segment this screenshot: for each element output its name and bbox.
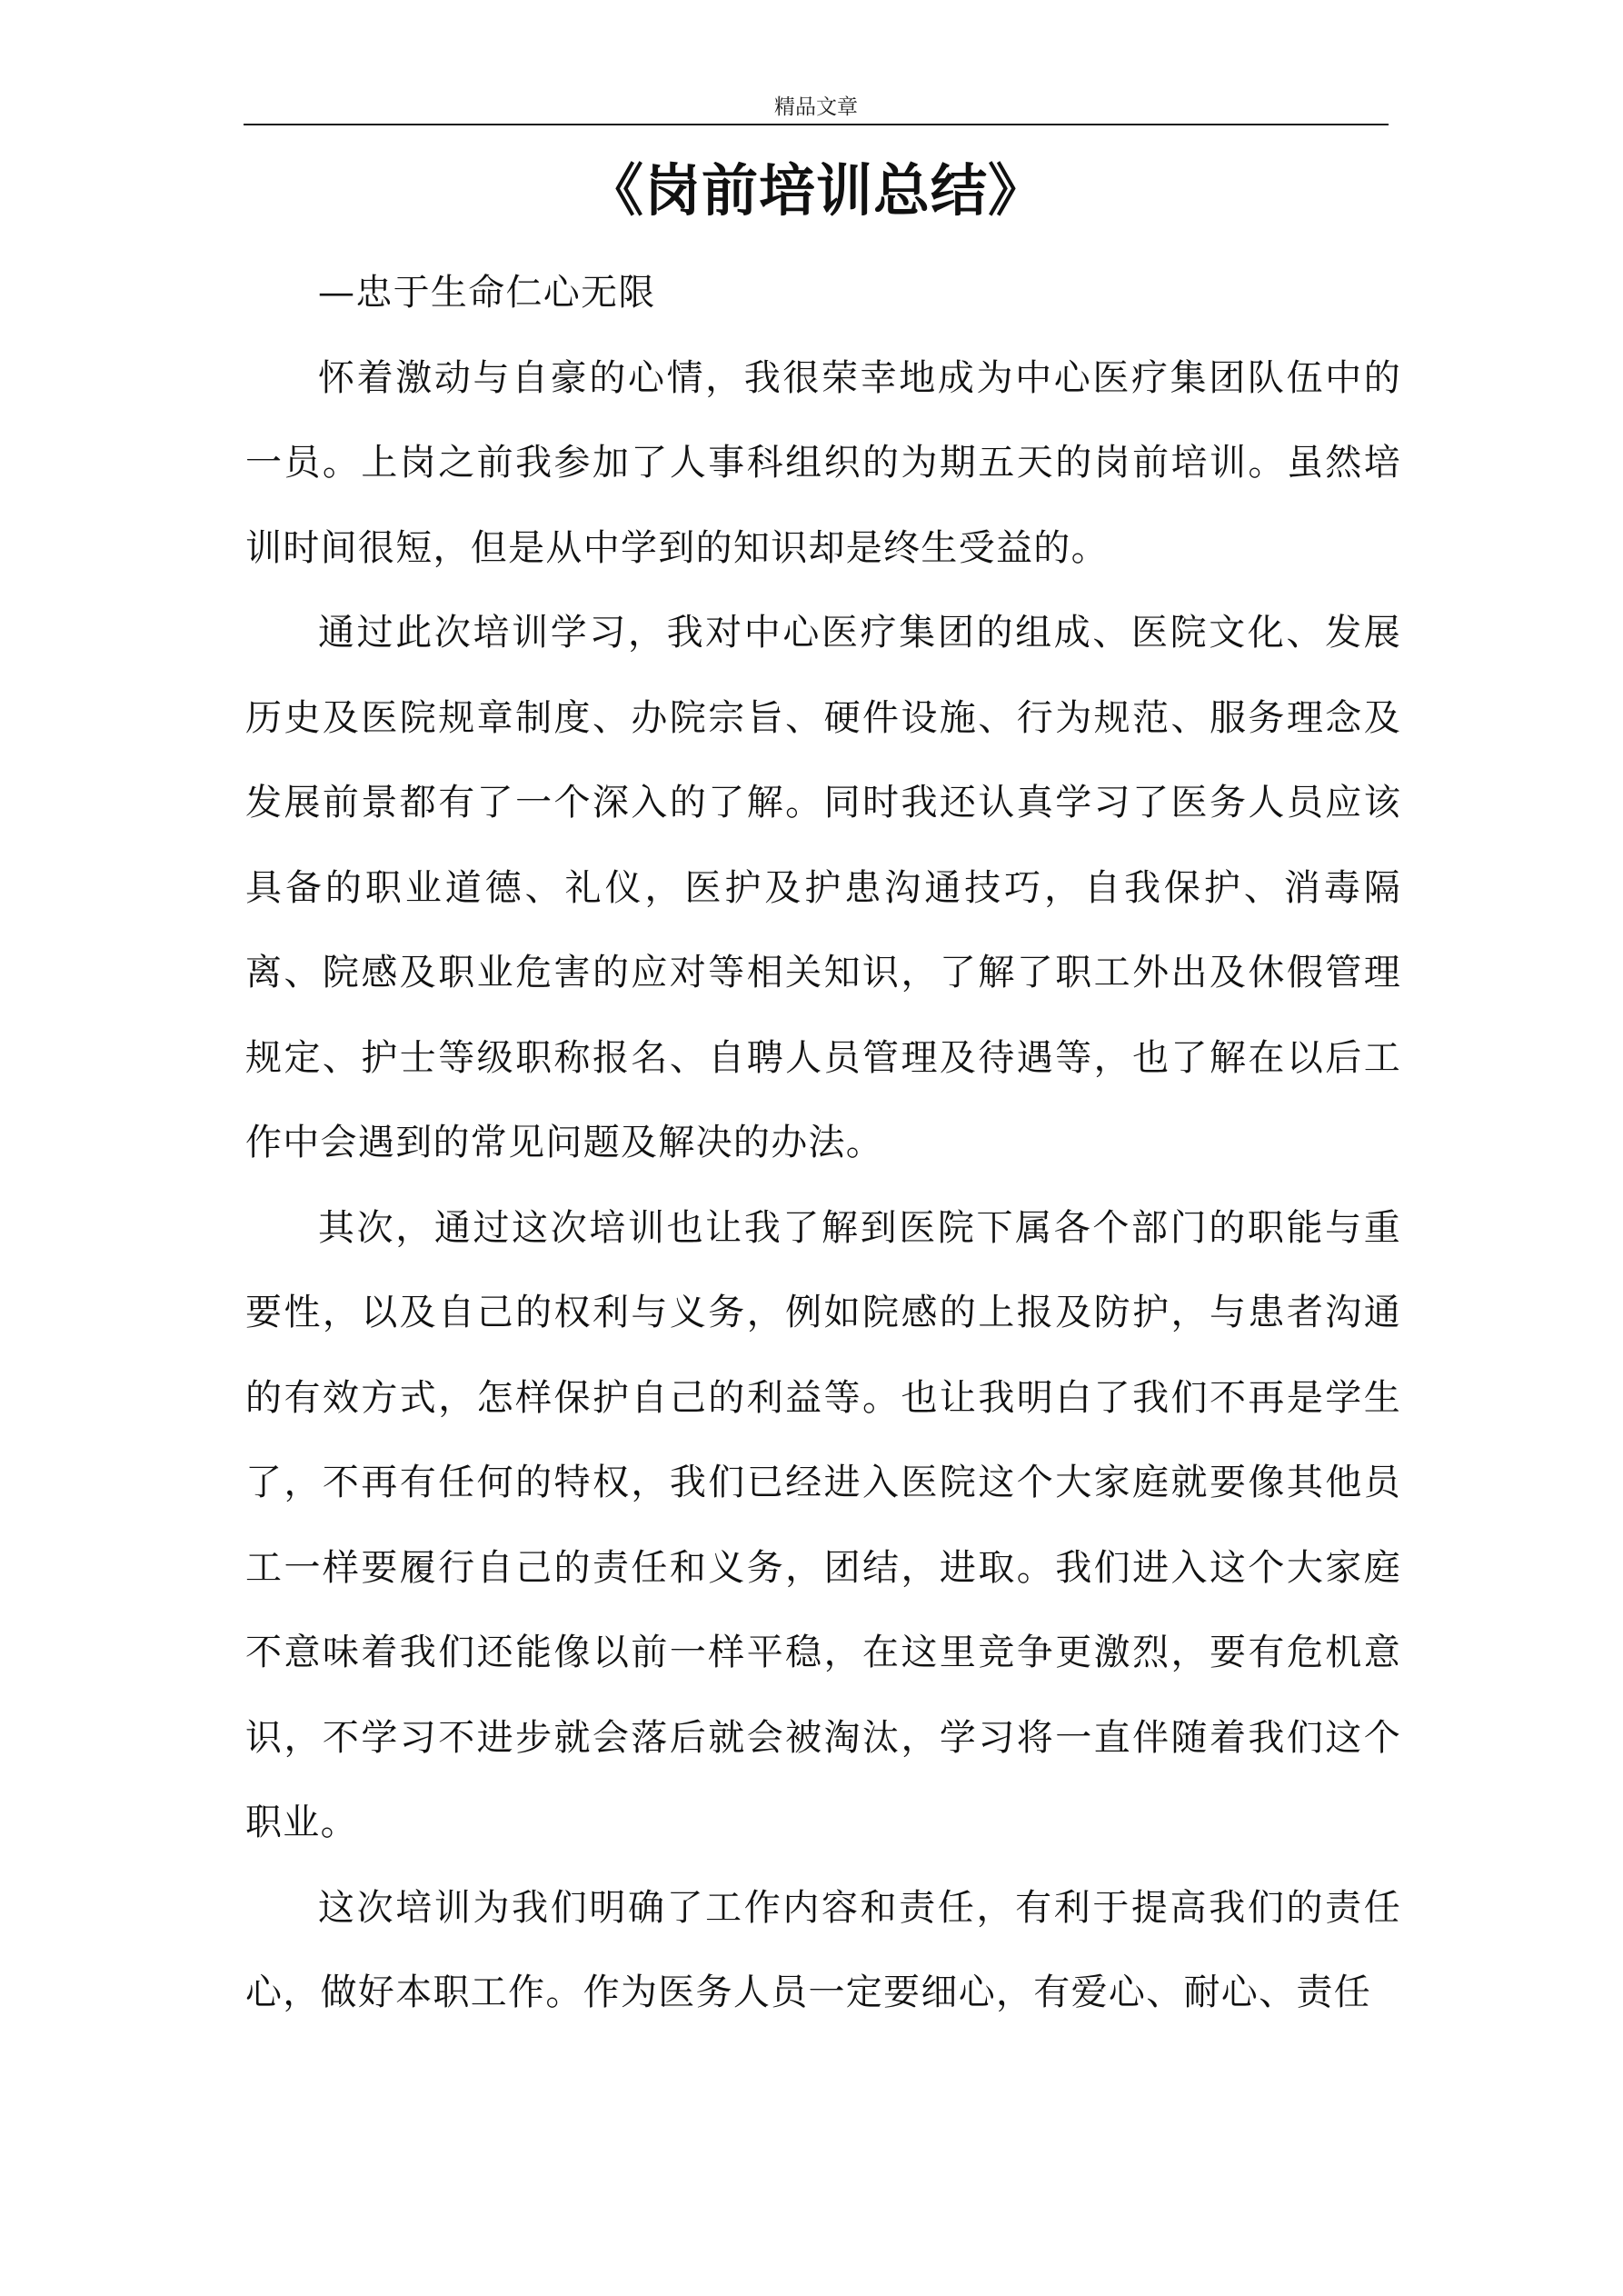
body-paragraph-1: 怀着激动与自豪的心情，我很荣幸地成为中心医疗集团队伍中的一员。上岗之前我参加了人事科组织的为期五天的岗前培训。虽然培训时间很短，但是从中学到的知识却是终生受益的。 — [245, 356, 1401, 569]
body-paragraph-3: 其次，通过这次培训也让我了解到医院下属各个部门的职能与重要性，以及自己的权利与义务，例如院感的上报及防护，与患者沟通的有效方式，怎样保护自己的利益等。也让我明白了我们不再是学生了，不再有任何的特权，我们已经进入医院这个大家庭就要像其他员工一样要履行自己的责任和义务，团结，进取。我们进入这个大家庭不意味着我们还能像以前一样平稳，在这里竞争更激烈，要有危机意识，不学习不进步就会落后就会被淘汰，学习将一直伴随着我们这个职业。 — [245, 1206, 1401, 1843]
header-divider — [244, 124, 1389, 125]
body-paragraph-2: 通过此次培训学习，我对中心医疗集团的组成、医院文化、发展历史及医院规章制度、办院宗旨、硬件设施、行为规范、服务理念及发展前景都有了一个深入的了解。同时我还认真学习了医务人员应该具备的职业道德、礼仪，医护及护患沟通技巧，自我保护、消毒隔离、院感及职业危害的应对等相关知识，了解了职工外出及休假管理规定、护士等级职称报名、自聘人员管理及待遇等，也了解在以后工作中会遇到的常见问题及解决的办法。 — [245, 612, 1401, 1163]
document-title: 《岗前培训总结》 — [586, 157, 1045, 224]
subtitle-paragraph: —忠于生命仁心无限 — [318, 272, 656, 314]
header-label: 精品文章 — [774, 95, 858, 119]
document-body — [245, 251, 1401, 2036]
body-paragraph-4: 这次培训为我们明确了工作内容和责任，有利于提高我们的责任心，做好本职工作。作为医务人员一定要细心，有爱心、耐心、责任 — [245, 1886, 1401, 2013]
